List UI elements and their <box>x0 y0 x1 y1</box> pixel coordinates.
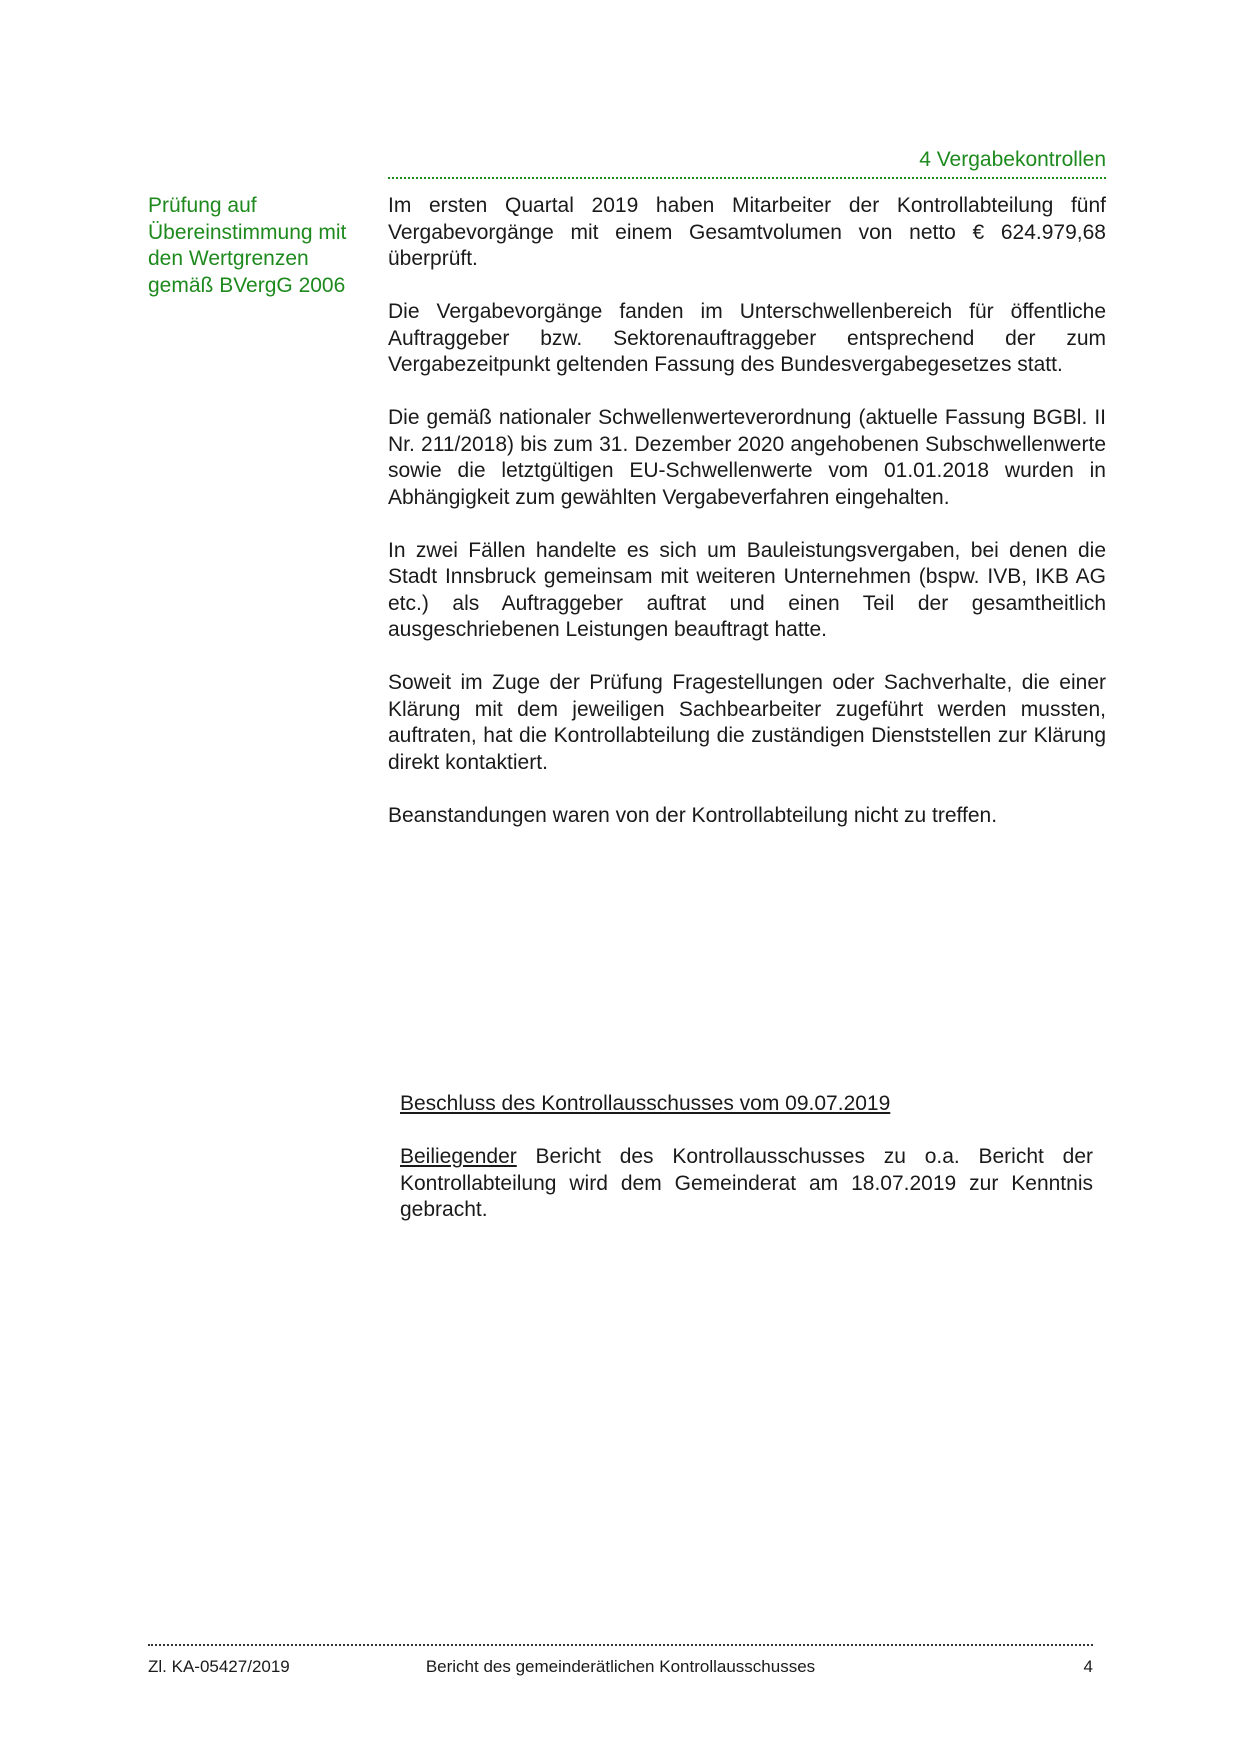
footer-dotted-rule <box>148 1644 1093 1646</box>
page-number: 4 <box>1083 1657 1093 1676</box>
committee-decision <box>400 1091 1093 1250</box>
decision-heading: Beschluss des Kontrollausschusses vom 09.07.2019 <box>400 1092 891 1115</box>
margin-note-line: den Wertgrenzen <box>148 247 309 270</box>
chapter-title: 4 Vergabekontrollen <box>919 148 1106 171</box>
page-footer <box>148 1644 1093 1680</box>
paragraph-clarifications: Soweit im Zuge der Prüfung Fragestellungen oder Sachverhalte, die einer Klärung mit dem jeweiligen Sachbearbeiter zugeführt werden mussten, auftraten, hat die Kontrollabteilung die zuständigen Dienststellen zur Klärung direkt kontaktiert. <box>388 671 1106 774</box>
decision-body: Bericht des Kontrollausschusses zu o.a. Bericht der Kontrollabteilung wird dem Gemeinderat am 18.07.2019 zur Kenntnis gebracht. <box>400 1145 1093 1221</box>
decision-text <box>400 1144 1093 1224</box>
paragraph-construction-awards: In zwei Fällen handelte es sich um Bauleistungsvergaben, bei denen die Stadt Innsbruck gemeinsam mit weiteren Unternehmen (bspw. IVB, IKB AG etc.) als Auftraggeber auftrat und einen Teil der gesamtheitlich ausgeschriebenen Leistungen beauftragt hatte. <box>388 538 1106 641</box>
paragraph-no-objections: Beanstandungen waren von der Kontrollabteilung nicht zu treffen. <box>388 803 998 827</box>
body-text <box>388 193 1106 856</box>
decision-lead-word: Beiliegender <box>400 1145 517 1168</box>
margin-note <box>148 193 373 299</box>
header-dotted-rule <box>388 177 1106 179</box>
page-header <box>388 147 1106 179</box>
margin-note-line: gemäß BVergG 2006 <box>148 273 346 297</box>
footer-title: Bericht des gemeinderätlichen Kontrollausschusses <box>425 1657 816 1676</box>
paragraph-threshold-area: Die Vergabevorgänge fanden im Unterschwellenbereich für öffentliche Auftraggeber bzw. Sektorenauftraggeber entsprechend der zum Vergabezeitpunkt geltenden Fassung des Bundesvergabegesetzes statt. <box>388 300 1106 376</box>
margin-note-line: Übereinstimmung mit <box>148 220 347 244</box>
paragraph-volume: Im ersten Quartal 2019 haben Mitarbeiter der Kontrollabteilung fünf Vergabevorgänge mit einem Gesamtvolumen von netto € 624.979,68 überprüft. <box>388 194 1106 270</box>
footer-reference: Zl. KA-05427/2019 <box>148 1657 290 1676</box>
paragraph-threshold-values: Die gemäß nationaler Schwellenwerteverordnung (aktuelle Fassung BGBl. II Nr. 211/2018) bis zum 31. Dezember 2020 angehobenen Subschwellenwerte sowie die letztgültigen EU-Schwellenwerte vom 01.01.2018 wurden in Abhängigkeit zum gewählten Vergabeverfahren eingehalten. <box>388 406 1106 509</box>
margin-note-line: Prüfung auf <box>148 194 257 217</box>
